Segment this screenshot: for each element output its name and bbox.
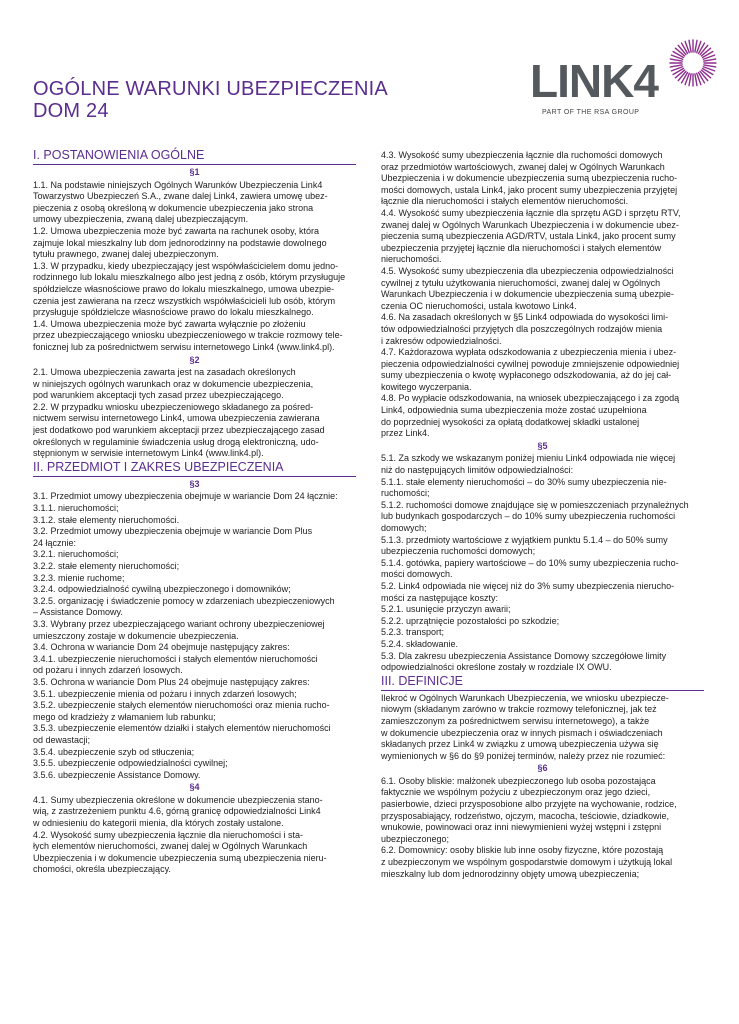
text-line: sumy ubezpieczenia o kwotę wypłaconego odszkodowania, aż do jej cał- — [381, 370, 672, 381]
text-line: tów odpowiedzialności przyjętych dla poszczególnych rodzajów mienia — [381, 323, 663, 334]
clause-paragraph — [381, 558, 704, 581]
clause-paragraph — [33, 402, 356, 460]
clause-paragraph — [33, 503, 356, 515]
text-line: niż do następujących limitów odpowiedzialności: — [381, 465, 574, 476]
clause-paragraph — [33, 689, 356, 701]
text-line: ruchomości; — [381, 488, 430, 499]
text-line: mego od kradzieży z włamaniem lub rabunku; — [33, 711, 216, 722]
document-title — [33, 78, 393, 122]
text-line: 4.3. Wysokość sumy ubezpieczenia łącznie dla ruchomości domowych — [381, 150, 663, 160]
clause-paragraph — [33, 700, 356, 723]
text-line: tytułu prawnego, zwanej dalej ubezpieczonym. — [33, 249, 219, 260]
text-line: 3.5.5. ubezpieczenie odpowiedzialności cywilnej; — [33, 758, 228, 769]
text-line: lub budynkach gospodarczych – do 10% sumy ubezpieczenia ruchomości — [381, 511, 676, 522]
text-line: domowych; — [381, 523, 427, 533]
text-line: Ubezpieczenia i w dokumencie ubezpieczenia sumą ubezpieczenia rucho- — [381, 173, 678, 184]
clause-paragraph — [381, 776, 704, 846]
clause-paragraph — [381, 393, 704, 439]
clause-paragraph — [381, 535, 704, 558]
clause-paragraph — [33, 642, 356, 654]
clause-paragraph — [33, 367, 356, 402]
sunburst-icon — [668, 38, 718, 88]
text-line: rodzinnego lub lokalu mieszkalnego albo jest jedną z osób, którym przysługuje — [33, 272, 346, 283]
text-line: chomości, określa ubezpieczający. — [33, 864, 171, 875]
text-line: 6.2. Domownicy: osoby bliskie lub inne osoby fizyczne, które pozostają — [381, 845, 664, 856]
text-line: i zakresów odpowiedzialności. — [381, 335, 502, 346]
paragraph-number: §4 — [189, 782, 200, 793]
clause-paragraph — [381, 312, 704, 347]
clause-paragraph — [33, 561, 356, 573]
text-line: 1.4. Umowa ubezpieczenia może być zawarta wyłącznie po złożeniu — [33, 318, 306, 329]
text-line: określonych w regulaminie świadczenia usług drogą elektroniczną, udo- — [33, 436, 319, 447]
text-line: zamieszczonym za pośrednictwem serwisu internetowego), a także — [381, 715, 650, 726]
text-line: 5.2.1. usunięcie przyczyn awarii; — [381, 604, 511, 615]
text-line: mości za następujące koszty: — [381, 592, 499, 603]
text-line: Link4, odpowiednia suma ubezpieczenia może zostać uzupełniona — [381, 405, 647, 416]
text-line: 3.5.6. ubezpieczenie Assistance Domowy. — [33, 769, 201, 780]
clause-paragraph — [381, 627, 704, 639]
text-line: 3.2.2. stałe elementy nieruchomości; — [33, 561, 180, 571]
text-line: niowym (składanym zarówno w trakcie rozmowy telefonicznej, jak też — [381, 704, 657, 715]
text-line: 4.4. Wysokość sumy ubezpieczenia łącznie dla sprzętu AGD i sprzętu RTV, — [381, 207, 681, 218]
text-line: Ubezpieczenia i w dokumencie ubezpieczenia sumą ubezpieczenia nieru- — [33, 852, 327, 863]
clause-paragraph — [33, 747, 356, 759]
text-line: 3.5.1. ubezpieczenie mienia od pożaru i innych zdarzeń losowych; — [33, 688, 297, 699]
text-line: składanych przez Link4 w związku z umową ubezpieczenia używa się — [381, 739, 659, 750]
text-line: 5.2.3. transport; — [381, 627, 445, 638]
text-line: 5.1.1. stałe elementy nieruchomości – do 30% sumy ubezpieczenia nie- — [381, 476, 667, 487]
text-line: 2.1. Umowa ubezpieczenia zawarta jest na zasadach określonych — [33, 367, 296, 378]
paragraph-number: §6 — [537, 763, 548, 774]
text-line: 6.1. Osoby bliskie: małżonek ubezpieczonego lub osoba pozostająca — [381, 775, 656, 786]
text-line: spółdzielcze własnościowe prawo do lokalu mieszkalnego, umowa ubezpie- — [33, 283, 335, 294]
text-line: mieszkalny lub dom jednorodzinny objęty umową ubezpieczenia; — [381, 868, 640, 879]
text-line: od pożaru i innych zdarzeń losowych. — [33, 665, 183, 676]
text-line: w odniesieniu do kategorii mienia, dla których zostały ustalone. — [33, 818, 284, 829]
right-column — [381, 150, 704, 880]
logo-wordmark: LINK4 — [530, 55, 658, 107]
text-line: 2.2. W przypadku wniosku ubezpieczeniowego składanego za pośred- — [33, 401, 314, 412]
clause-paragraph — [381, 347, 704, 393]
clause-paragraph — [33, 723, 356, 746]
text-line: 3.5.2. ubezpieczenie stałych elementów nieruchomości oraz mienia rucho- — [33, 700, 330, 711]
text-line: ubezpieczonego; — [381, 833, 450, 844]
paragraph-number: §3 — [189, 478, 200, 489]
clause-paragraph — [33, 261, 356, 319]
left-column — [33, 148, 356, 876]
text-line: czenia OC nieruchomości, ustala kwotowo Link4. — [381, 300, 577, 311]
text-line: nictwem serwisu internetowego Link4, umowa ubezpieczenia zawierana — [33, 413, 320, 424]
text-line: 4.7. Każdorazowa wypłata odszkodowania z ubezpieczenia mienia i ubez- — [381, 347, 677, 358]
text-line: 24 łącznie: — [33, 537, 77, 548]
text-line: 5.1.2. ruchomości domowe znajdujące się w pomieszczeniach przynależnych — [381, 499, 689, 510]
text-line: 4.1. Sumy ubezpieczenia określone w dokumencie ubezpieczenia stano- — [33, 794, 323, 805]
text-line: do poprzedniej wysokości za opłatą dodatkowej składki ustalonej — [381, 416, 640, 427]
clause-paragraph — [381, 453, 704, 476]
text-line: wnukowie, powinowaci oraz inni niewymienieni wyżej wstępni i zstępni — [381, 822, 662, 833]
clause-paragraph — [33, 549, 356, 561]
title-line-2: DOM 24 — [33, 100, 109, 122]
clause-paragraph — [33, 770, 356, 782]
text-line: zwanej dalej w Ogólnych Warunkach Ubezpieczenia i w dokumencie ubez- — [381, 219, 679, 230]
text-line: fonicznej lub za pośrednictwem serwisu internetowego Link4 (www.link4.pl). — [33, 341, 335, 352]
text-line: pasierbowie, dzieci przysposobione albo przyjęte na wychowanie, rodzice, — [381, 799, 677, 810]
text-line: wią, z zastrzeżeniem punktu 4.6, górną granicę odpowiedzialności Link4 — [33, 806, 321, 817]
text-line: ubezpieczenia przyjętej łącznie dla nieruchomości i stałych elementów — [381, 242, 662, 253]
text-line: jest dodatkowo pod warunkiem akceptacji przez ubezpieczającego zasad — [33, 425, 325, 436]
clause-paragraph — [33, 677, 356, 689]
text-line: 5.2.4. składowanie. — [381, 638, 459, 649]
text-line: przysposabiający, rodzeństwo, ojczym, macocha, teściowie, dziadkowie, — [381, 810, 669, 821]
text-line: 5.1.3. przedmioty wartościowe z wyjątkiem punktu 5.1.4 – do 50% sumy — [381, 534, 668, 545]
text-line: pieczenia odpowiedzialności cywilnej powoduje zmniejszenie odpowiedniej — [381, 358, 680, 369]
section-heading: II. PRZEDMIOT I ZAKRES UBEZPIECZENIA — [33, 460, 356, 477]
text-line: 3.2. Przedmiot umowy ubezpieczenia obejmuje w wariancie Dom Plus — [33, 526, 313, 537]
text-line: 5.2. Link4 odpowiada nie więcej niż do 3% sumy ubezpieczenia nierucho- — [381, 580, 675, 591]
clause-paragraph — [381, 581, 704, 604]
clause-paragraph — [381, 477, 704, 500]
text-line: 4.5. Wysokość sumy ubezpieczenia dla ubezpieczenia odpowiedzialności — [381, 265, 674, 276]
text-line: Towarzystwo Ubezpieczeń S.A., zwane dalej Link4, zawiera umowę ubez- — [33, 191, 328, 202]
text-line: 4.2. Wysokość sumy ubezpieczenia łącznie dla nieruchomości i sta- — [33, 829, 304, 840]
link4-logo — [530, 38, 720, 128]
text-line: odpowiedzialności określone zostały w rozdziale IX OWU. — [381, 662, 612, 673]
clause-paragraph — [381, 266, 704, 312]
text-line: przysługuje spółdzielcze własnościowe prawo do lokalu mieszkalnego. — [33, 307, 314, 318]
text-line: w niniejszych ogólnych warunkach oraz w dokumencie ubezpieczenia, — [33, 378, 314, 389]
clause-paragraph — [33, 226, 356, 261]
logo-tagline: PART OF THE RSA GROUP — [542, 109, 640, 116]
paragraph-number: §2 — [189, 354, 200, 365]
text-line: 3.3. Wybrany przez ubezpieczającego wariant ochrony ubezpieczeniowej — [33, 618, 325, 629]
text-line: 3.5. Ochrona w wariancie Dom Plus 24 obejmuje następujący zakres: — [33, 676, 310, 687]
text-line: 5.1. Za szkody we wskazanym poniżej mieniu Link4 odpowiada nie więcej — [381, 453, 676, 464]
section-heading: I. POSTANOWIENIA OGÓLNE — [33, 148, 356, 165]
text-line: 3.1.1. nieruchomości; — [33, 503, 119, 514]
text-line: czenia jest zawierana na rzecz wszystkich współwłaścicieli lub osób, którym — [33, 295, 336, 306]
text-line: 3.2.3. mienie ruchome; — [33, 572, 125, 583]
clause-paragraph — [33, 795, 356, 830]
text-line: 3.5.4. ubezpieczenie szyb od stłuczenia; — [33, 746, 195, 757]
text-line: 1.3. W przypadku, kiedy ubezpieczający jest współwłaścicielem domu jedno- — [33, 260, 339, 271]
text-line: 3.2.1. nieruchomości; — [33, 549, 119, 560]
text-line: pieczenia z osobą określoną w dokumencie ubezpieczenia jako strona — [33, 202, 314, 213]
text-line: Warunkach Ubezpieczenia i w dokumencie ubezpieczenia sumą ubezpie- — [381, 289, 674, 300]
clause-paragraph — [381, 693, 704, 763]
text-line: ubezpieczenia ruchomości domowych; — [381, 546, 536, 557]
text-line: przez ubezpieczającego wniosku ubezpieczeniowego w trakcie rozmowy tele- — [33, 330, 343, 341]
text-line: łych elementów nieruchomości, zwanej dalej w Ogólnych Warunkach — [33, 841, 308, 852]
clause-paragraph — [381, 845, 704, 880]
text-line: od dewastacji; — [33, 734, 91, 745]
text-line: zajmuje lokal mieszkalny lub dom jednorodzinny na podstawie dowolnego — [33, 237, 327, 248]
text-line: 5.1.4. gotówka, papiery wartościowe – do 10% sumy ubezpieczenia rucho- — [381, 557, 679, 568]
clause-paragraph — [33, 180, 356, 226]
clause-paragraph — [33, 619, 356, 642]
text-line: Ilekroć w Ogólnych Warunkach Ubezpieczenia, we wniosku ubezpiecze- — [381, 692, 669, 703]
text-line: kowitego wyczerpania. — [381, 381, 472, 392]
text-line: nieruchomości. — [381, 254, 442, 265]
clause-paragraph — [33, 654, 356, 677]
text-line: 3.1.2. stałe elementy nieruchomości. — [33, 514, 180, 525]
clause-paragraph — [381, 639, 704, 651]
text-line: stępnionym w serwisie internetowym Link4 (www.link4.pl). — [33, 448, 264, 459]
clause-paragraph — [381, 651, 704, 674]
text-line: – Assistance Domowy. — [33, 607, 123, 618]
clause-paragraph — [33, 596, 356, 619]
text-line: mości domowych. — [381, 569, 453, 580]
text-line: 5.2.2. uprzątnięcie pozostałości po szkodzie; — [381, 615, 560, 626]
text-line: 3.4. Ochrona w wariancie Dom 24 obejmuje następujący zakres: — [33, 642, 290, 653]
clause-paragraph — [381, 500, 704, 535]
text-line: 3.1. Przedmiot umowy ubezpieczenia obejmuje w wariancie Dom 24 łącznie: — [33, 491, 338, 502]
text-line: faktycznie we wspólnym pożyciu z ubezpieczonym oraz jego dzieci, — [381, 787, 651, 798]
text-line: przez Link4. — [381, 428, 430, 439]
text-line: z ubezpieczonym we wspólnym gospodarstwie domowym i użytkują lokal — [381, 857, 673, 868]
text-line: 4.6. Na zasadach określonych w §5 Link4 odpowiada do wysokości limi- — [381, 312, 669, 323]
clause-paragraph — [33, 526, 356, 549]
text-line: pieczenia sumą ubezpieczenia AGD/RTV, ustala Link4, jako procent sumy — [381, 231, 676, 242]
clause-paragraph — [33, 491, 356, 503]
text-line: 3.2.5. organizację i świadczenie pomocy w zdarzeniach ubezpieczeniowych — [33, 595, 335, 606]
text-line: umowy ubezpieczenia, zwaną dalej ubezpieczającym. — [33, 214, 249, 225]
text-line: 3.2.4. odpowiedzialność cywilną ubezpieczonego i domowników; — [33, 584, 291, 595]
paragraph-number: §5 — [537, 440, 548, 451]
clause-paragraph — [33, 584, 356, 596]
title-line-1: OGÓLNE WARUNKI UBEZPIECZENIA — [33, 78, 388, 100]
text-line: cywilnej z tytułu użytkowania nieruchomości, zwanej dalej w Ogólnych — [381, 277, 661, 288]
clause-paragraph — [381, 208, 704, 266]
text-line: wymienionych w §6 do §9 poniżej terminów, należy przez nie rozumieć: — [381, 750, 666, 761]
clause-paragraph — [33, 830, 356, 876]
text-line: oraz przedmiotów wartościowych, zwanej dalej w Ogólnych Warunkach — [381, 161, 665, 172]
text-line: 1.2. Umowa ubezpieczenia może być zawarta na rachunek osoby, która — [33, 225, 319, 236]
text-line: 1.1. Na podstawie niniejszych Ogólnych Warunków Ubezpieczenia Link4 — [33, 179, 323, 190]
text-line: 3.5.3. ubezpieczenie elementów działki i stałych elementów nieruchomości — [33, 723, 331, 734]
section-heading: III. DEFINICJE — [381, 674, 704, 691]
text-line: łącznie dla nieruchomości i stałych elementów nieruchomości. — [381, 196, 629, 207]
clause-paragraph — [381, 604, 704, 616]
clause-paragraph — [33, 573, 356, 585]
text-line: pod warunkiem akceptacji tych zasad przez ubezpieczającego. — [33, 390, 284, 401]
text-line: 4.8. Po wypłacie odszkodowania, na wniosek ubezpieczającego i za zgodą — [381, 393, 680, 404]
clause-paragraph — [381, 616, 704, 628]
clause-paragraph — [33, 319, 356, 354]
text-line: 5.3. Dla zakresu ubezpieczenia Assistance Domowy szczegółowe limity — [381, 650, 667, 661]
text-line: w dokumencie ubezpieczenia oraz w innych pismach i oświadczeniach — [381, 727, 663, 738]
text-line: mości domowych, ustala Link4, jako procent sumy ubezpieczenia przyjętej — [381, 184, 678, 195]
text-line: 3.4.1. ubezpieczenie nieruchomości i stałych elementów nieruchomości — [33, 653, 318, 664]
text-line: umieszczony zostaje w dokumencie ubezpieczenia. — [33, 630, 239, 641]
clause-paragraph — [33, 515, 356, 527]
paragraph-number: §1 — [189, 167, 200, 177]
clause-paragraph — [33, 758, 356, 770]
clause-paragraph — [381, 150, 704, 208]
